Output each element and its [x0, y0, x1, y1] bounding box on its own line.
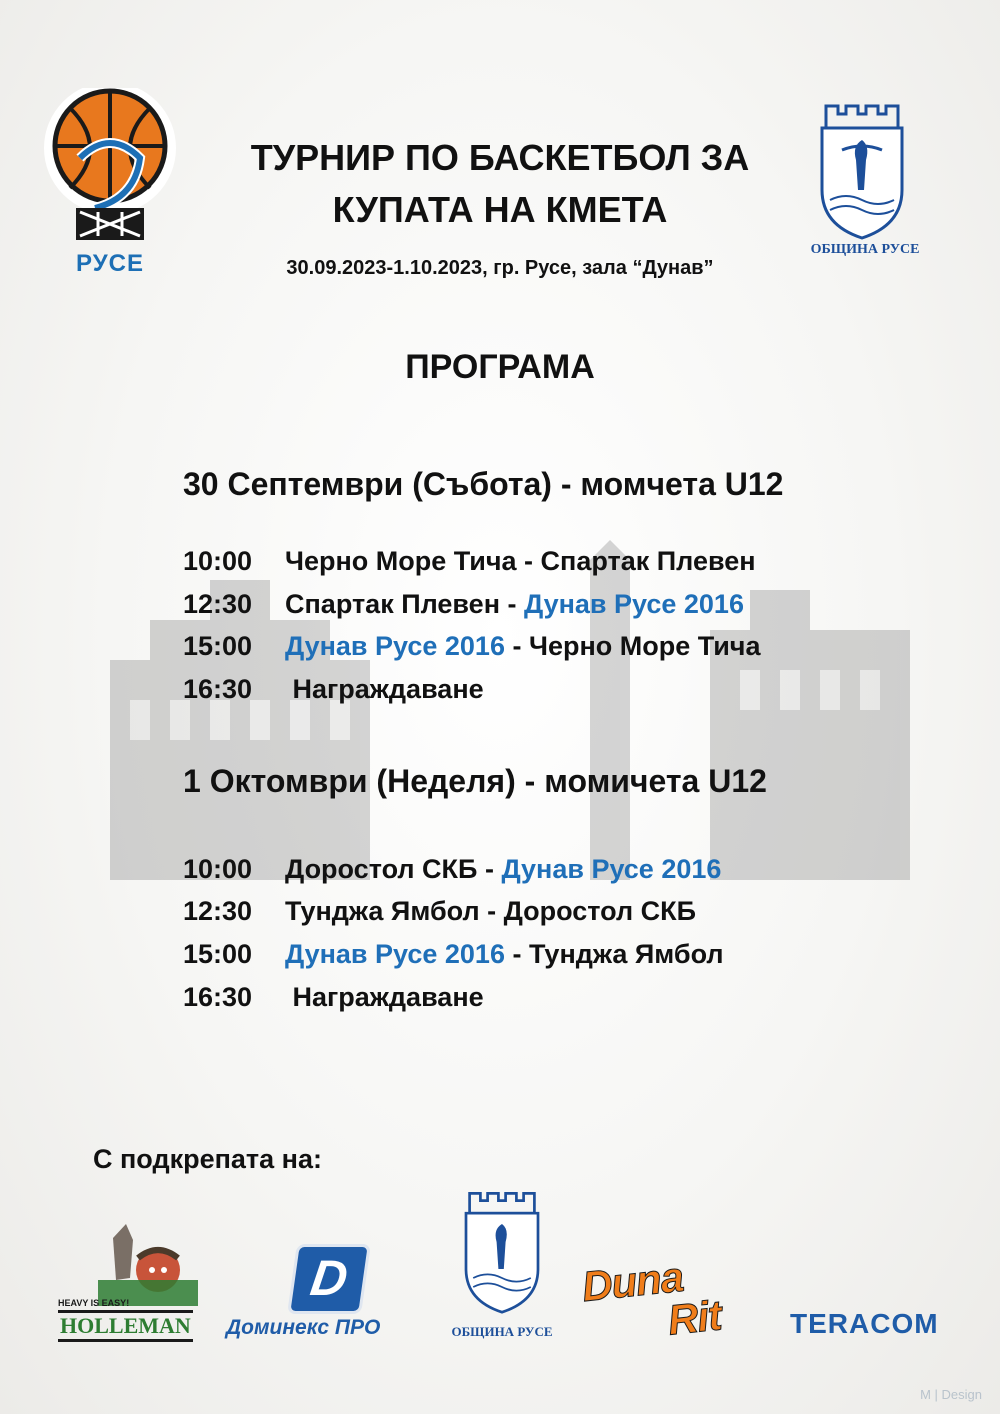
- schedule-row: [183, 896, 696, 927]
- schedule-row: [183, 589, 744, 620]
- separator: -: [504, 631, 529, 661]
- designer-mark: M | Design: [920, 1387, 982, 1402]
- separator: -: [479, 896, 504, 926]
- match-time: 15:00: [183, 631, 253, 661]
- match-time: 16:30: [183, 674, 253, 704]
- separator: -: [477, 854, 502, 884]
- municipality-crest-icon: [812, 100, 912, 240]
- sponsor-municipality: [440, 1188, 564, 1348]
- dominex-badge: [287, 1244, 371, 1314]
- ceremony: Награждаване: [285, 982, 484, 1012]
- tournament-dates-venue: 30.09.2023-1.10.2023, гр. Русе, зала “Дунав”: [286, 257, 714, 279]
- schedule-row: [183, 631, 761, 662]
- match-time: 12:30: [183, 896, 253, 926]
- away-team: Черно Море Тича: [528, 631, 761, 661]
- schedule-row: [183, 674, 484, 705]
- separator: -: [500, 589, 524, 619]
- title-line-2: КУПАТА НА КМЕТА: [332, 189, 668, 230]
- dominex-name: Доминекс ПРО: [226, 1316, 381, 1339]
- day-2-heading: 1 Октомври (Неделя) - момичета U12: [183, 763, 767, 799]
- sponsor-dunarit: [576, 1252, 766, 1348]
- home-team: Тунджа Ямбол: [285, 896, 480, 926]
- home-team: Дунав Русе 2016: [285, 631, 505, 661]
- schedule-row: [183, 982, 484, 1013]
- dunarit-line-1: Duna: [579, 1252, 686, 1311]
- away-team: Дунав Русе 2016: [501, 854, 722, 884]
- day-1-heading: 30 Септември (Събота) - момчета U12: [183, 466, 784, 502]
- holleman-mascot-icon: [58, 1218, 198, 1308]
- match-time: 10:00: [183, 854, 253, 884]
- club-logo-text: РУСЕ: [76, 250, 144, 277]
- ceremony: Награждаване: [285, 674, 484, 704]
- support-label: С подкрепата на:: [93, 1144, 322, 1174]
- sponsor-teracom: [790, 1308, 970, 1348]
- away-team: Тунджа Ямбол: [528, 939, 724, 969]
- match-time: 16:30: [183, 982, 253, 1012]
- match-time: 12:30: [183, 589, 253, 619]
- sponsor-holleman: [58, 1218, 198, 1348]
- municipality-sponsor-name: ОБЩИНА РУСЕ: [451, 1324, 553, 1339]
- dunarit-line-2: Rit: [665, 1291, 724, 1344]
- away-team: Дунав Русе 2016: [524, 589, 744, 619]
- schedule-row: [183, 939, 724, 970]
- dominex-letter: D: [307, 1250, 352, 1306]
- holleman-name: HOLLEMAN: [58, 1310, 193, 1342]
- title-line-1: ТУРНИР ПО БАСКЕТБОЛ ЗА: [250, 137, 750, 178]
- sponsor-dominex: [226, 1240, 426, 1350]
- home-team: Черно Море Тича: [285, 546, 517, 576]
- match-time: 15:00: [183, 939, 253, 969]
- home-team: Спартак Плевен: [285, 589, 500, 619]
- away-team: Доростол СКБ: [503, 896, 697, 926]
- home-team: Дунав Русе 2016: [285, 939, 505, 969]
- match-time: 10:00: [183, 546, 253, 576]
- teracom-name: TERACOM: [790, 1308, 939, 1339]
- home-team: Доростол СКБ: [285, 854, 478, 884]
- separator: -: [516, 546, 541, 576]
- program-heading: ПРОГРАМА: [405, 348, 595, 386]
- holleman-tagline: HEAVY IS EASY!: [58, 1298, 130, 1308]
- separator: -: [504, 939, 529, 969]
- away-team: Спартак Плевен: [540, 546, 756, 576]
- tournament-title: [190, 132, 810, 236]
- schedule-row: [183, 546, 756, 577]
- municipality-crest-small-icon: [440, 1188, 564, 1314]
- municipality-name: ОБЩИНА РУСЕ: [810, 242, 920, 257]
- schedule-row: [183, 854, 721, 885]
